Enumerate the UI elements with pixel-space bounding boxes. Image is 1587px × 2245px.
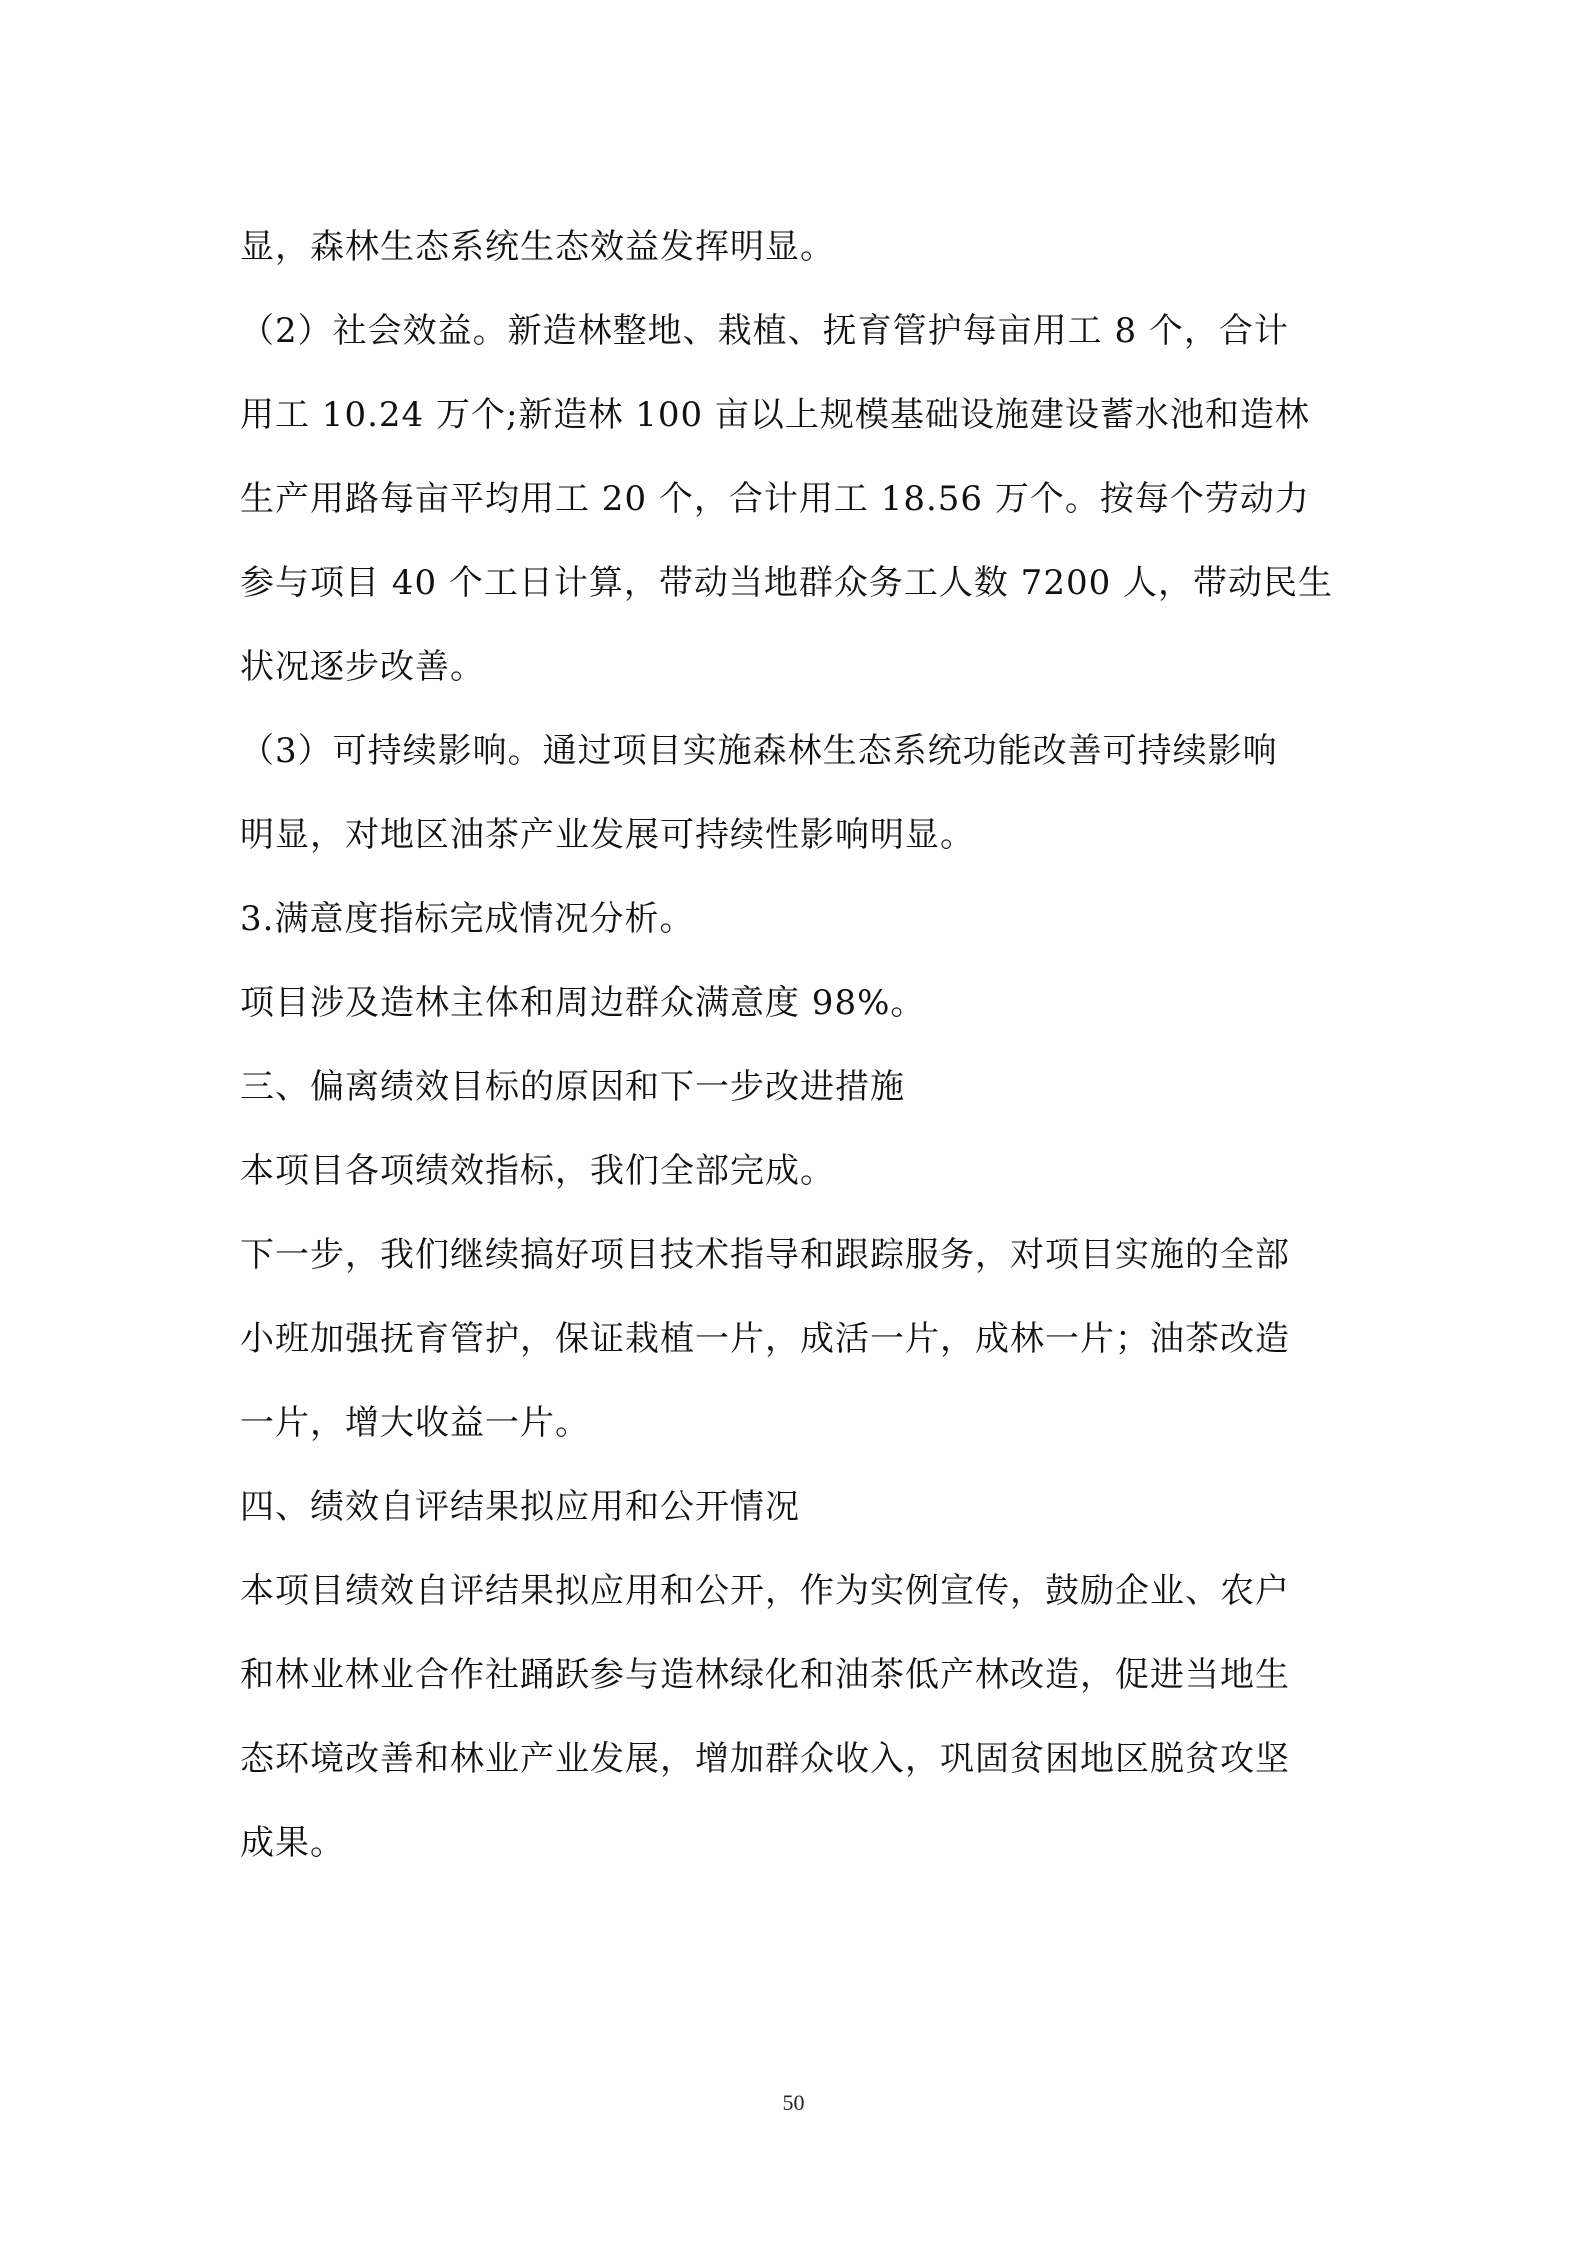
text-line: 下一步，我们继续搞好项目技术指导和跟踪服务，对项目实施的全部 (240, 1235, 1290, 1275)
text-line: 和林业林业合作社踊跃参与造林绿化和油茶低产林改造，促进当地生 (240, 1655, 1290, 1695)
section-heading: 四、绩效自评结果拟应用和公开情况 (240, 1487, 800, 1527)
document-body (240, 205, 1360, 1885)
text-line: 项目涉及造林主体和周边群众满意度 98%。 (240, 983, 926, 1023)
text-line: 成果。 (240, 1823, 345, 1863)
text-line: 状况逐步改善。 (240, 647, 485, 687)
text-line: 本项目各项绩效指标，我们全部完成。 (240, 1151, 835, 1191)
text-line: 小班加强抚育管护，保证栽植一片，成活一片，成林一片；油茶改造 (240, 1319, 1290, 1359)
text-line: 明显，对地区油茶产业发展可持续性影响明显。 (240, 815, 975, 855)
text-line: （3）可持续影响。通过项目实施森林生态系统功能改善可持续影响 (240, 731, 1278, 771)
text-line: （2）社会效益。新造林整地、栽植、抚育管护每亩用工 8 个，合计 (240, 311, 1289, 351)
text-line: 生产用路每亩平均用工 20 个，合计用工 18.56 万个。按每个劳动力 (240, 479, 1310, 519)
text-line: 显，森林生态系统生态效益发挥明显。 (240, 227, 835, 267)
text-line: 3.满意度指标完成情况分析。 (240, 899, 695, 939)
text-line: 一片，增大收益一片。 (240, 1403, 590, 1443)
text-line: 本项目绩效自评结果拟应用和公开，作为实例宣传，鼓励企业、农户 (240, 1571, 1290, 1611)
page-number: 50 (782, 2090, 805, 2115)
text-line: 参与项目 40 个工日计算，带动当地群众务工人数 7200 人，带动民生 (240, 563, 1334, 603)
text-line: 态环境改善和林业产业发展，增加群众收入，巩固贫困地区脱贫攻坚 (240, 1739, 1290, 1779)
section-heading: 三、偏离绩效目标的原因和下一步改进措施 (240, 1067, 905, 1107)
text-line: 用工 10.24 万个;新造林 100 亩以上规模基础设施建设蓄水池和造林 (240, 395, 1310, 435)
